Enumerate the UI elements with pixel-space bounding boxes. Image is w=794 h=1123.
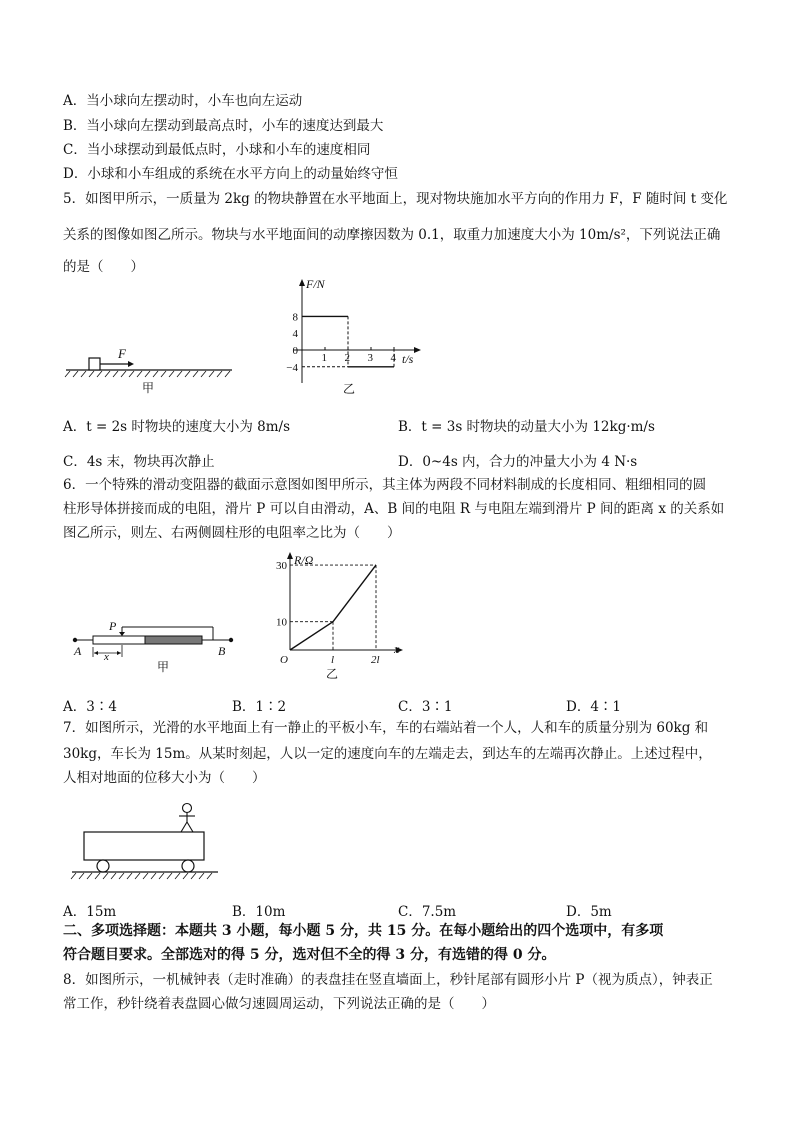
x-tick-label: 4 <box>390 352 396 364</box>
y-tick-label: 10 <box>276 616 287 629</box>
q8-stem-line1: 8．如图所示，一机械钟表（走时准确）的表盘挂在竖直墙面上，秒针尾部有圆形小片 P（视为质点），钟表正 <box>63 972 713 988</box>
y-tick-label: 0 <box>292 345 298 357</box>
q7-stem-line1: 7．如图所示，光滑的水平地面上有一静止的平板小车，车的右端站着一个人，人和车的质量分别为 60kg 和 <box>63 720 709 736</box>
wheel-right <box>182 860 194 872</box>
label-b: B <box>218 644 226 658</box>
wheel-left <box>97 860 109 872</box>
y-tick-label: −4 <box>286 361 298 374</box>
q7-figure-cart <box>70 800 230 885</box>
y-tick-label: 4 <box>292 328 298 341</box>
q7-option-a: A．15m <box>63 904 117 920</box>
x-tick-label: l <box>331 654 335 666</box>
x-tick-label: 1 <box>321 352 327 364</box>
cart-body <box>84 832 204 860</box>
ground-hatch <box>65 371 230 377</box>
block <box>89 358 100 370</box>
q5-option-d: D．0~4s 内，合力的冲量大小为 4 N·s <box>398 454 638 470</box>
x-tick-label: 3 <box>367 352 373 364</box>
q5-option-c: C．4s 末，物块再次静止 <box>63 454 215 470</box>
q6-figure-jia <box>65 615 245 675</box>
q7-option-b: B．10m <box>232 904 286 920</box>
y-axis-label: F/N <box>306 277 325 291</box>
q6-stem-line3: 图乙所示，则左、右两侧圆柱形的电阻率之比为（ ） <box>63 525 401 541</box>
y-tick-label: 30 <box>276 560 287 573</box>
label-a: A <box>74 644 82 658</box>
force-label: F <box>118 346 126 361</box>
x-tick-label: 2 <box>344 352 350 364</box>
q4-option-c: C．当小球摆动到最低点时，小球和小车的速度相同 <box>63 142 371 158</box>
x-tick-label: 2l <box>371 654 380 666</box>
q5-stem-line3: 的是（ ） <box>63 259 144 275</box>
q5-option-b: B．t = 3s 时物块的动量大小为 12kg·m/s <box>398 419 655 435</box>
q5-stem-line1: 5．如图甲所示，一质量为 2kg 的物块静置在水平地面上，现对物块施加水平方向的作用力 F，F 随时间 t 变化 <box>63 191 728 207</box>
fig-yi-caption: 乙 <box>343 382 356 396</box>
r-segment-1 <box>290 622 333 650</box>
q8-stem-line2: 常工作，秒针绕着表盘圆心做匀速圆周运动，下列说法正确的是（ ） <box>63 996 495 1012</box>
person <box>179 804 195 833</box>
x-tick-label: O <box>280 654 288 666</box>
y-axis-label: R/Ω <box>294 553 314 567</box>
fig-jia-caption: 甲 <box>142 381 155 395</box>
q4-option-b: B．当小球向左摆动到最高点时，小车的速度达到最大 <box>63 118 384 134</box>
q6-option-a: A．3∶4 <box>63 699 117 715</box>
q7-option-c: C．7.5m <box>398 904 457 920</box>
fig-jia-caption: 甲 <box>157 660 170 674</box>
q6-figure-yi <box>270 550 415 682</box>
q7-option-d: D．5m <box>566 904 612 920</box>
q6-stem-line1: 6．一个特殊的滑动变阻器的截面示意图如图甲所示，其主体为两段不同材料制成的长度相同、粗细相同的圆 <box>63 477 707 493</box>
q5-stem-line2: 关系的图像如图乙所示。物块与水平地面间的动摩擦因数为 0.1，取重力加速度大小为 10m/s²，下列说法正确 <box>63 227 721 243</box>
q5-figure-jia <box>60 340 240 395</box>
label-x: x <box>104 651 109 663</box>
label-p: P <box>109 619 117 633</box>
q6-stem-line2: 柱形导体拼接而成的电阻，滑片 P 可以自由滑动，A、B 间的电阻 R 与电阻左端到滑片 P 间的距离 x 的关系如 <box>63 501 725 517</box>
right-conductor <box>145 636 202 644</box>
fig-yi-caption: 乙 <box>326 667 339 681</box>
section2-heading-line1: 二、多项选择题：本题共 3 小题，每小题 5 分，共 15 分。在每小题给出的四个选项中，有多项 <box>63 923 664 939</box>
section2-heading-line2: 符合题目要求。全部选对的得 5 分，选对但不全的得 3 分，有选错的得 0 分。 <box>63 947 556 963</box>
q7-stem-line3: 人相对地面的位移大小为（ ） <box>63 770 266 786</box>
q6-option-b: B．1∶2 <box>232 699 287 715</box>
r-segment-2 <box>333 565 376 622</box>
ground-hatch <box>71 873 212 879</box>
q7-stem-line2: 30kg，车长为 15m。从某时刻起，人以一定的速度向车的左端走去，到达车的左端再次静止。上述过程中， <box>63 746 712 762</box>
q6-option-c: C．3∶1 <box>398 699 453 715</box>
q4-option-d: D．小球和小车组成的系统在水平方向上的动量始终守恒 <box>63 166 398 182</box>
x-axis-label: x <box>394 642 400 656</box>
q4-option-a: A．当小球向左摆动时，小车也向左运动 <box>63 93 303 109</box>
x-axis-label: t/s <box>402 352 414 366</box>
q5-option-a: A．t = 2s 时物块的速度大小为 8m/s <box>63 419 291 435</box>
q6-option-d: D．4∶1 <box>566 699 622 715</box>
left-conductor <box>93 636 145 644</box>
y-tick-label: 8 <box>292 311 298 324</box>
q5-figure-yi <box>280 275 430 400</box>
